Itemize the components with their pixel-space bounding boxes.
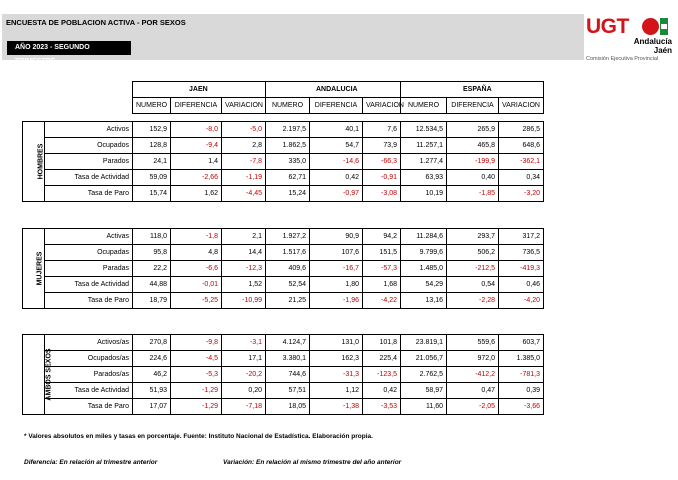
data-cell: 152,9 [133,122,171,138]
row-label: Paradas [45,261,133,277]
column-header: DIFERENCIA [310,98,363,114]
row-label: Activos/as [45,335,133,351]
data-cell: 2,8 [222,138,266,154]
data-cell: 3.380,1 [266,351,310,367]
data-cell: 1,68 [363,277,401,293]
data-cell: 1,52 [222,277,266,293]
data-cell: -362,1 [499,154,544,170]
data-cell: 95,8 [133,245,171,261]
data-cell: 648,6 [499,138,544,154]
data-cell: 17,1 [222,351,266,367]
section-label [23,229,45,309]
data-cell: -1,96 [310,293,363,309]
table-row [23,229,544,245]
section-table-mujeres [22,228,544,309]
data-cell: 0,34 [499,170,544,186]
data-cell: 603,7 [499,335,544,351]
data-cell: -6,6 [171,261,222,277]
column-header: DIFERENCIA [171,98,222,114]
logo-province: Jaén [653,46,672,55]
page-title: ENCUESTA DE POBLACION ACTIVA - POR SEXOS [6,18,186,27]
table-row [23,245,544,261]
data-cell: 0,54 [447,277,499,293]
data-cell: -20,2 [222,367,266,383]
region-header: JAEN [133,82,171,98]
data-cell: -57,3 [363,261,401,277]
data-cell: 293,7 [447,229,499,245]
data-cell: -16,7 [310,261,363,277]
column-header: VARIACION [499,98,544,114]
table-row [23,335,544,351]
data-cell: 4.124,7 [266,335,310,351]
table-row [23,351,544,367]
row-label: Activas [45,229,133,245]
data-cell: 0,20 [222,383,266,399]
row-label: Tasa de Actividad [45,277,133,293]
data-cell: 59,09 [133,170,171,186]
row-label: Ocupadas [45,245,133,261]
data-cell: 1.927,2 [266,229,310,245]
variacion-note: Variación: En relación al mismo trimestre del año anterior [223,459,402,466]
data-cell: -5,25 [171,293,222,309]
row-label: Activos [45,122,133,138]
data-cell: -3,08 [363,186,401,202]
data-cell: 15,24 [266,186,310,202]
data-cell: 94,2 [363,229,401,245]
data-cell: -0,97 [310,186,363,202]
column-header: VARIACION [363,98,401,114]
data-cell: -0,01 [171,277,222,293]
data-cell: 17,07 [133,399,171,415]
table-row [23,170,544,186]
data-cell: -781,3 [499,367,544,383]
data-cell: 23.819,1 [401,335,447,351]
data-cell: 2.762,5 [401,367,447,383]
row-label: Tasa de Actividad [45,383,133,399]
data-cell: 54,29 [401,277,447,293]
source-note: * Valores absolutos en miles y tasas en porcentaje. Fuente: Instituto Nacional de Estadística. Elaboración propia. [24,433,373,440]
data-cell: 128,8 [133,138,171,154]
data-cell: 409,6 [266,261,310,277]
data-cell: 40,1 [310,122,363,138]
row-label: Tasa de Paro [45,399,133,415]
ugt-logo [586,15,676,65]
data-cell: 24,1 [133,154,171,170]
data-cell: 46,2 [133,367,171,383]
data-cell: -412,2 [447,367,499,383]
data-cell: -419,3 [499,261,544,277]
data-cell: -4,5 [171,351,222,367]
data-cell: 286,5 [499,122,544,138]
data-cell: 0,42 [363,383,401,399]
data-cell: 744,6 [266,367,310,383]
data-cell: -5,3 [171,367,222,383]
section-label [23,122,45,202]
data-cell: -1,29 [171,399,222,415]
data-cell: -0,91 [363,170,401,186]
section-label [23,335,53,415]
data-cell: 151,5 [363,245,401,261]
data-cell: 559,6 [447,335,499,351]
data-cell: 2.197,5 [266,122,310,138]
data-cell: -8,0 [171,122,222,138]
table-row [23,186,544,202]
data-cell: 11.257,1 [401,138,447,154]
logo-region: Andalucía [633,37,672,46]
data-cell: 18,79 [133,293,171,309]
data-cell: 22,2 [133,261,171,277]
data-cell: -1,19 [222,170,266,186]
data-cell: 10,19 [401,186,447,202]
data-cell: 0,47 [447,383,499,399]
data-cell: -10,99 [222,293,266,309]
data-cell: 1.485,0 [401,261,447,277]
data-cell: -3,1 [222,335,266,351]
table-row [23,154,544,170]
data-cell: 54,7 [310,138,363,154]
data-cell: 270,8 [133,335,171,351]
data-cell: 57,51 [266,383,310,399]
data-cell: 1.385,0 [499,351,544,367]
data-cell: 1.862,5 [266,138,310,154]
row-label: Ocupados [45,138,133,154]
data-cell: 101,8 [363,335,401,351]
data-cell: -2,05 [447,399,499,415]
data-cell: 317,2 [499,229,544,245]
andalucia-flag-icon [660,18,668,35]
data-cell: 118,0 [133,229,171,245]
column-header: VARIACION [222,98,266,114]
data-cell: 335,0 [266,154,310,170]
data-cell: -7,8 [222,154,266,170]
column-header: NUMERO [401,98,447,114]
data-cell: 0,42 [310,170,363,186]
data-cell: 972,0 [447,351,499,367]
data-cell: 62,71 [266,170,310,186]
data-cell: -212,5 [447,261,499,277]
logo-brand: UGT [586,15,629,38]
column-header: NUMERO [266,98,310,114]
table-row [23,122,544,138]
diferencia-note: Diferencia: En relación al trimestre anterior [24,459,158,466]
data-cell: 14,4 [222,245,266,261]
table-row [23,293,544,309]
data-cell: 465,8 [447,138,499,154]
data-cell: 1,62 [171,186,222,202]
data-cell: -3,20 [499,186,544,202]
data-cell: 162,3 [310,351,363,367]
table-row [23,261,544,277]
data-cell: 131,0 [310,335,363,351]
data-cell: 7,6 [363,122,401,138]
data-cell: 9.799,6 [401,245,447,261]
data-cell: -5,0 [222,122,266,138]
table-row [23,399,544,415]
data-cell: -7,18 [222,399,266,415]
table-row [23,138,544,154]
data-cell: -14,6 [310,154,363,170]
section-label-text: HOMBRES [37,143,45,180]
table-row [23,367,544,383]
data-cell: 63,93 [401,170,447,186]
data-cell: 44,88 [133,277,171,293]
data-cell: -9,8 [171,335,222,351]
section-label-text: MUJERES [36,251,44,286]
data-cell: 1.277,4 [401,154,447,170]
row-label: Tasa de Paro [45,293,133,309]
table-row [23,277,544,293]
data-cell: 12.534,5 [401,122,447,138]
region-header: ESPAÑA [401,82,447,98]
data-cell: 52,54 [266,277,310,293]
data-cell: 90,9 [310,229,363,245]
row-label: Parados [45,154,133,170]
section-label-text: AMBOS SEXOS [45,348,53,401]
data-cell: 107,6 [310,245,363,261]
logo-commission: Comisión Ejecutiva Provincial [586,56,659,62]
data-cell: 21.056,7 [401,351,447,367]
data-cell: -1,38 [310,399,363,415]
table-row [23,383,544,399]
column-header: DIFERENCIA [447,98,499,114]
data-cell: 506,2 [447,245,499,261]
data-cell: 736,5 [499,245,544,261]
data-cell: 15,74 [133,186,171,202]
data-cell: 73,9 [363,138,401,154]
data-cell: -199,9 [447,154,499,170]
region-header: ANDALUCIA [266,82,310,98]
row-label: Tasa de Actividad [45,170,133,186]
data-cell: 18,05 [266,399,310,415]
data-cell: 265,9 [447,122,499,138]
section-table-ambos-sexos [22,334,544,415]
row-label: Tasa de Paro [45,186,133,202]
data-cell: -1,29 [171,383,222,399]
data-cell: -3,66 [499,399,544,415]
data-cell: 224,6 [133,351,171,367]
column-header-table [132,81,544,114]
section-table-hombres [22,121,544,202]
data-cell: -1,85 [447,186,499,202]
data-cell: -4,20 [499,293,544,309]
data-cell: -4,22 [363,293,401,309]
data-cell: 0,40 [447,170,499,186]
row-label: Ocupados/as [45,351,133,367]
data-cell: 1,80 [310,277,363,293]
data-cell: 2,1 [222,229,266,245]
row-label: Parados/as [45,367,133,383]
data-cell: -123,5 [363,367,401,383]
data-cell: -2,28 [447,293,499,309]
data-cell: 4,8 [171,245,222,261]
data-cell: 1.517,6 [266,245,310,261]
data-cell: 11.284,6 [401,229,447,245]
data-cell: 225,4 [363,351,401,367]
data-cell: 1,4 [171,154,222,170]
data-cell: 11,60 [401,399,447,415]
data-cell: -66,3 [363,154,401,170]
column-header: NUMERO [133,98,171,114]
data-cell: 13,16 [401,293,447,309]
page-subtitle: AÑO 2023 - SEGUNDO TRIMESTRE [7,41,131,55]
data-cell: -4,45 [222,186,266,202]
data-cell: -9,4 [171,138,222,154]
data-cell: -1,8 [171,229,222,245]
data-cell: -3,53 [363,399,401,415]
data-cell: 58,97 [401,383,447,399]
data-cell: -2,66 [171,170,222,186]
data-cell: 0,46 [499,277,544,293]
data-cell: 51,93 [133,383,171,399]
data-cell: -31,3 [310,367,363,383]
data-cell: 21,25 [266,293,310,309]
logo-circle-icon [642,18,659,35]
data-cell: -12,3 [222,261,266,277]
data-cell: 0,39 [499,383,544,399]
data-cell: 1,12 [310,383,363,399]
